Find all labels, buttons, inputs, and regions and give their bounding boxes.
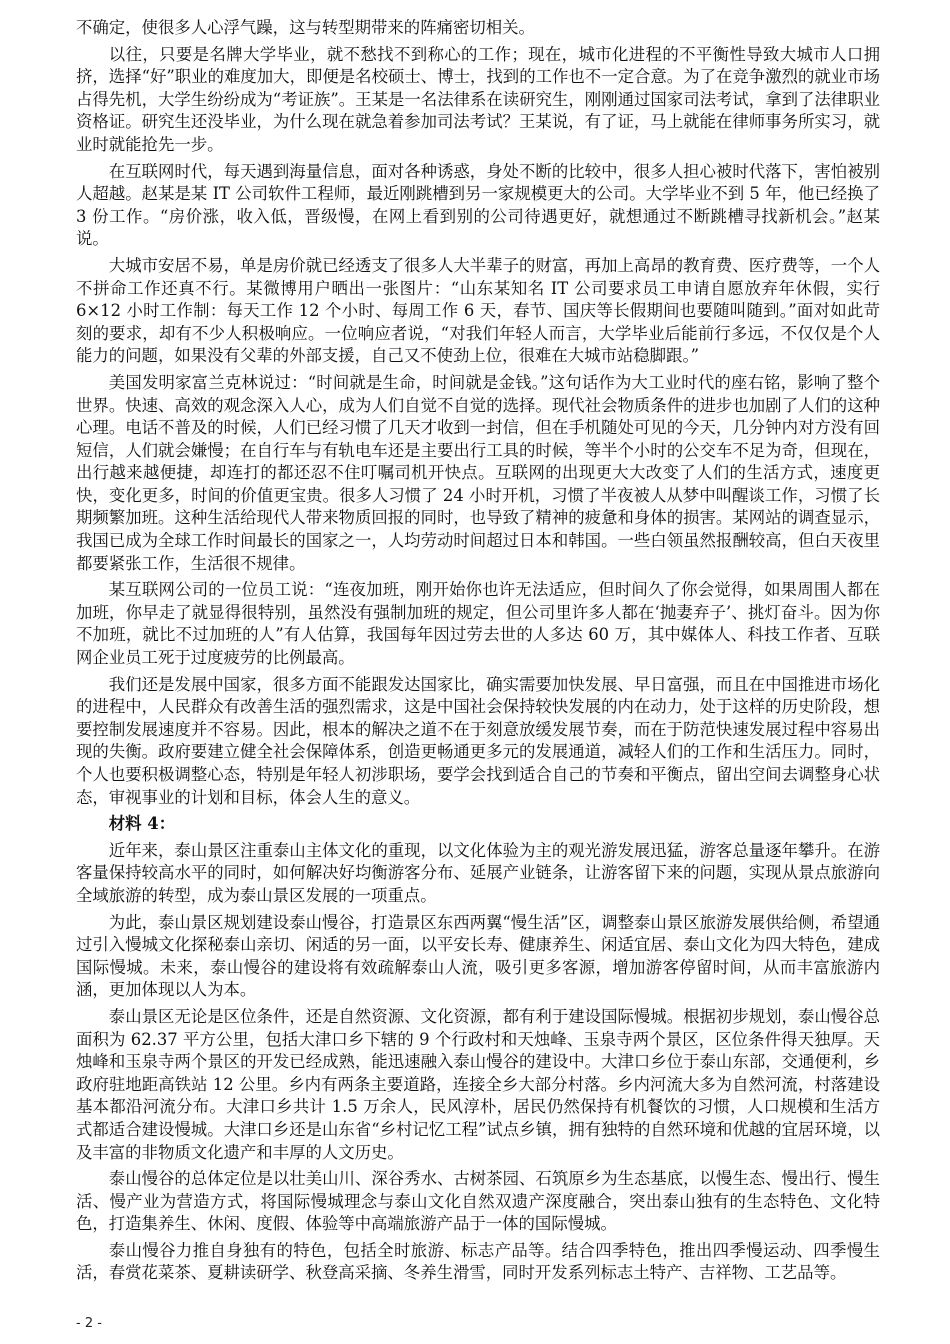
paragraph: 某互联网公司的一位员工说：“连夜加班，刚开始你也许无法适应，但时间久了你会觉得，如果周围人都在加班，你早走了就显得很特别，虽然没有强制加班的规定，但公司里许多人都在‘抛妻弃子’、挑灯奋斗。因为你不加班，就比不过加班的人”有人估算，我国每年因过劳去世的人多达 60 万，其中媒体人、科技工作者、互联网企业员工死于过度疲劳的比例最高。 — [76, 580, 880, 668]
paragraph: 泰山慢谷的总体定位是以壮美山川、深谷秀水、古树茶园、石筑原乡为生态基底，以慢生态、慢出行、慢生活、慢产业为营造方式，将国际慢城理念与泰山文化自然双遗产深度融合，突出泰山独有的生态特色、文化特色，打造集养生、休闲、度假、体验等中高端旅游产品于一体的国际慢城。 — [76, 1169, 880, 1234]
paragraph: 大城市安居不易，单是房价就已经透支了很多人大半辈子的财富，再加上高昂的教育费、医疗费等，一个人不拼命工作还真不行。某微博用户晒出一张图片：“山东某知名 IT 公司要求员工申请自愿放弃年休假，实行 6×12 小时工作制：每天工作 12 个小时、每周工作 6 天，春节、国庆等长假期间也要随叫随到。”面对如此苛刻的要求，却有不少人积极响应。一位响应者说，“对我们年轻人而言，大学毕业后能前行多远，不仅仅是个人能力的问题，如果没有父辈的外部支援，自己又不使劲上位，很难在大城市站稳脚跟。” — [76, 255, 880, 366]
page-number: - 2 - — [76, 1316, 102, 1331]
paragraph: 泰山景区无论是区位条件，还是自然资源、文化资源，都有利于建设国际慢城。根据初步规划，泰山慢谷总面积为 62.37 平方公里，包括大津口乡下辖的 9 个行政村和天烛峰、玉泉寺两个景区，区位条件得天独厚。天烛峰和玉泉寺两个景区的开发已经成熟，能迅速融入泰山慢谷的建设中。大津口乡位于泰山东部，交通便利，乡政府驻地距高铁站 12 公里。乡内有两条主要道路，连接全乡大部分村落。乡内河流大多为自然河流，村落建设基本都沿河流分布。大津口乡共计 1.5 万余人，民风淳朴，居民仍然保持有机餐饮的习惯，人口规模和生活方式都适合建设慢城。大津口乡还是山东省“乡村记忆工程”试点乡镇，拥有独特的自然环境和优越的宜居环境，以及丰富的非物质文化遗产和丰厚的人文历史。 — [76, 1006, 880, 1162]
paragraph: 美国发明家富兰克林说过：“时间就是生命，时间就是金钱。”这句话作为大工业时代的座右铭，影响了整个世界。快速、高效的观念深入人心，成为人们自觉不自觉的选择。现代社会物质条件的进步也加剧了人们的这种心理。电话不普及的时候，人们已经习惯了几天才收到一封信，但在手机随处可见的今天，几分钟内对方没有回短信，人们就会嫌慢；在自行车与有轨电车还是主要出行工具的时候，等半个小时的公交车不足为奇，但现在，出行越来越便捷，却连打的都还忍不住叮嘱司机开快点。互联网的出现更大大改变了人们的生活方式，速度更快，变化更多，时间的价值更宝贵。很多人习惯了 24 小时开机，习惯了半夜被人从梦中叫醒谈工作，习惯了长期频繁加班。这种生活给现代人带来物质回报的同时，也导致了精神的疲惫和身体的损害。某网站的调查显示，我国已成为全球工作时间最长的国家之一，人均劳动时间超过日本和韩国。一些白领虽然报酬较高，但白天夜里都要紧张工作，生活很不规律。 — [76, 372, 880, 573]
paragraph: 泰山慢谷力推自身独有的特色，包括全时旅游、标志产品等。结合四季特色，推出四季慢运动、四季慢生活，春赏花菜茶、夏耕读研学、秋登高采摘、冬养生滑雪，同时开发系列标志土特产、吉祥物、工艺品等。 — [76, 1240, 880, 1283]
paragraph: 在互联网时代，每天遇到海量信息，面对各种诱惑，身处不断的比较中，很多人担心被时代落下，害怕被别人超越。赵某是某 IT 公司软件工程师，最近刚跳槽到另一家规模更大的公司。大学毕业不到 5 年，他已经换了 3 份工作。“房价涨，收入低，晋级慢，在网上看到别的公司待遇更好，就想通过不断跳槽寻找新机会。”赵某说。 — [76, 161, 880, 249]
section-title: 材料 4： — [108, 814, 176, 834]
paragraph: 近年来，泰山景区注重泰山主体文化的重现，以文化体验为主的观光游发展迅猛，游客总量逐年攀升。在游客量保持较高水平的同时，如何解决好均衡游客分布、延展产业链条，让游客留下来的问题，实现从景点旅游向全域旅游的转型，成为泰山景区发展的一项重点。 — [76, 840, 880, 905]
paragraph: 为此，泰山景区规划建设泰山慢谷，打造景区东西两翼“慢生活”区，调整泰山景区旅游发展供给侧，希望通过引入慢城文化探秘泰山亲切、闲适的另一面，以平安长寿、健康养生、闲适宜居、泰山文化为四大特色，建成国际慢城。未来，泰山慢谷的建设将有效疏解泰山人流，吸引更多客源，增加游客停留时间，从而丰富旅游内涵，更加体现以人为本。 — [76, 912, 880, 1000]
paragraph: 以往，只要是名牌大学毕业，就不愁找不到称心的工作；现在，城市化进程的不平衡性导致大城市人口拥挤，选择“好”职业的难度加大，即便是名校硕士、博士，找到的工作也不一定合意。为了在竞争激烈的就业市场占得先机，大学生纷纷成为“考证族”。王某是一名法律系在读研究生，刚刚通过国家司法考试，拿到了法律职业资格证。研究生还没毕业，为什么现在就急着参加司法考试？王某说，有了证，马上就能在律师事务所实习，就业时就能抢先一步。 — [76, 44, 880, 154]
paragraph: 不确定，使很多人心浮气躁，这与转型期带来的阵痛密切相关。 — [76, 18, 535, 37]
paragraph: 我们还是发展中国家，很多方面不能跟发达国家比，确实需要加快发展、早日富强，而且在中国推进市场化的进程中，人民群众有改善生活的强烈需求，这是中国社会保持较快发展的内在动力，处于这样的历史阶段，想要控制发展速度并不容易。因此，根本的解决之道不在于刻意放缓发展节奏，而在于防范快速发展过程中容易出现的失衡。政府要建立健全社会保障体系，创造更畅通更多元的发展通道，减轻人们的工作和生活压力。同时，个人也要积极调整心态，特别是年轻人初涉职场，要学会找到适合自己的节奏和平衡点，留出空间去调整身心状态，审视事业的计划和目标，体会人生的意义。 — [76, 674, 880, 807]
